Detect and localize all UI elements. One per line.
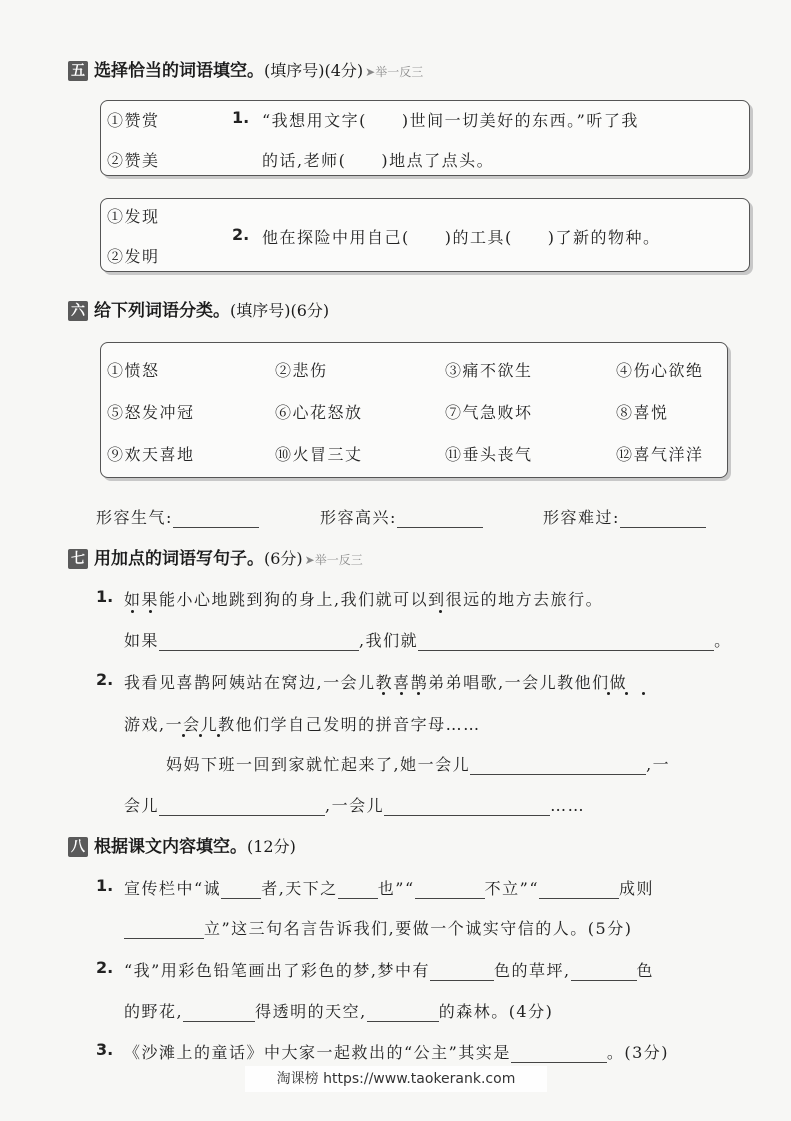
emphasis-dot (642, 692, 645, 695)
s7-q1-sentence: 如果能小心地跳到狗的身上,我们就可以到很远的地方去旅行。 (124, 590, 604, 609)
s7-q1-middle: ,我们就 (359, 631, 419, 650)
word-item: ③痛不欲生 (445, 361, 533, 380)
s8-q1-text-f: 立”这三句名言告诉我们,要做一个诚实守信的人。(5分) (204, 919, 633, 938)
s8-q2-text-a: “我”用彩色铅笔画出了彩色的梦,梦中有 (124, 961, 430, 980)
s5-q1-line2: 的话,老师( )地点了点头。 (262, 151, 495, 170)
s8-q1-blank-5[interactable] (124, 920, 204, 939)
section-6-number: 六 (68, 301, 88, 321)
section-6-title: 给下列词语分类。 (94, 301, 230, 321)
s8-q2-blank-2[interactable] (571, 962, 637, 981)
section-5-title: 选择恰当的词语填空。 (94, 61, 264, 81)
s7-q1-blank-1[interactable] (159, 632, 359, 651)
s7-q2-answer-line1 (166, 752, 670, 775)
s5-q1-option-2: ②赞美 (107, 151, 160, 170)
section-6-note: (填序号)(6分) (230, 301, 330, 320)
s5-q2-number: 2. (232, 225, 250, 244)
s8-q1-line2 (124, 916, 632, 939)
emphasis-dot (199, 734, 202, 737)
s8-q2-blank-1[interactable] (430, 962, 494, 981)
category-sad-blank[interactable] (620, 509, 706, 528)
emphasis-dot (417, 692, 420, 695)
s8-q3-text-b: 。(3分) (606, 1043, 670, 1062)
s7-q1-end: 。 (714, 631, 732, 650)
s5-q1-number: 1. (232, 108, 250, 127)
emphasis-dot (382, 692, 385, 695)
word-item: ⑨欢天喜地 (107, 445, 195, 464)
s8-q3-blank-1[interactable] (511, 1044, 607, 1063)
section-5-number: 五 (68, 61, 88, 81)
s8-q3-number: 3. (96, 1040, 114, 1059)
category-happy-label: 形容高兴: (320, 508, 397, 527)
s8-q2-line1 (124, 958, 654, 981)
s7-q2-middle: ,一会儿 (325, 796, 385, 815)
s5-q2-option-2: ②发明 (107, 247, 160, 266)
s8-q1-text-e: 成则 (619, 879, 655, 898)
s8-q1-number: 1. (96, 876, 114, 895)
emphasis-dot (607, 692, 610, 695)
word-item: ②悲伤 (275, 361, 328, 380)
emphasis-dot (439, 610, 442, 613)
s7-q2-ellipsis: …… (550, 796, 586, 815)
section-7-heading (68, 544, 363, 569)
s7-q2-number: 2. (96, 670, 114, 689)
category-happy (320, 505, 483, 528)
s8-q1-blank-3[interactable] (415, 880, 485, 899)
s8-q1-text-c: 也”“ (377, 879, 415, 898)
s8-q3-text-a: 《沙滩上的童话》中大家一起救出的“公主”其实是 (124, 1043, 511, 1062)
s7-q2-prompt: 妈妈下班一回到家就忙起来了,她一会儿 (166, 755, 471, 774)
category-happy-blank[interactable] (397, 509, 483, 528)
category-angry-label: 形容生气: (96, 508, 173, 527)
s8-q2-text-d: 的野花, (124, 1002, 184, 1021)
category-sad-label: 形容难过: (543, 508, 620, 527)
emphasis-dot (149, 610, 152, 613)
category-sad (543, 505, 706, 528)
s7-q1-number: 1. (96, 587, 114, 606)
s5-q1-line1: “我想用文字( )世间一切美好的东西。”听了我 (262, 111, 639, 130)
s8-q2-text-b: 色的草坪, (493, 961, 571, 980)
s7-q1-prefix: 如果 (124, 631, 160, 650)
word-item: ⑤怒发冲冠 (107, 403, 195, 422)
section-6-heading (68, 296, 329, 321)
s7-q2-comma: ,一 (646, 755, 671, 774)
section-7-title: 用加点的词语写句子。 (94, 549, 264, 569)
s8-q2-blank-4[interactable] (367, 1003, 439, 1022)
section-5-heading (68, 56, 423, 81)
s8-q1-text-b: 者,天下之 (261, 879, 338, 898)
emphasis-dot (217, 734, 220, 737)
s8-q2-number: 2. (96, 958, 114, 977)
word-item: ⑫喜气洋洋 (616, 445, 704, 464)
section-7-note: (6分) (264, 549, 303, 568)
s8-q1-text-a: 宣传栏中“诚 (124, 879, 222, 898)
s7-q2-blank-2[interactable] (159, 797, 325, 816)
word-item: ⑥心花怒放 (275, 403, 363, 422)
s7-q2-blank-1[interactable] (470, 756, 646, 775)
section-8-number: 八 (68, 837, 88, 857)
s8-q2-text-e: 得透明的天空, (255, 1002, 367, 1021)
s7-q2-prefix: 会儿 (124, 796, 160, 815)
section-7-tag: ➤举一反三 (304, 553, 363, 567)
s8-q3-line1 (124, 1040, 669, 1063)
word-item: ⑦气急败坏 (445, 403, 533, 422)
category-angry-blank[interactable] (173, 509, 259, 528)
s8-q1-blank-4[interactable] (539, 880, 619, 899)
emphasis-dot (131, 610, 134, 613)
s5-q1-option-1: ①赞赏 (107, 111, 160, 130)
section-5-note: (填序号)(4分) (264, 61, 364, 80)
section-8-heading (68, 832, 296, 857)
word-item: ⑧喜悦 (616, 403, 669, 422)
s7-q1-answer-line (124, 628, 732, 651)
s8-q1-line1 (124, 876, 654, 899)
s7-q2-line2: 游戏,一会儿教他们学自己发明的拼音字母…… (124, 715, 481, 734)
emphasis-dot (400, 692, 403, 695)
s5-q2-option-1: ①发现 (107, 207, 160, 226)
category-angry (96, 505, 259, 528)
word-item: ④伤心欲绝 (616, 361, 704, 380)
s7-q2-line1: 我看见喜鹊阿姨站在窝边,一会儿教喜鹊弟弟唱歌,一会儿教他们做 (124, 673, 628, 692)
s8-q1-blank-1[interactable] (221, 880, 261, 899)
s8-q2-blank-3[interactable] (183, 1003, 255, 1022)
emphasis-dot (182, 734, 185, 737)
s8-q2-text-f: 的森林。(4分) (438, 1002, 554, 1021)
s5-q2-line1: 他在探险中用自己( )的工具( )了新的物种。 (262, 228, 661, 247)
section-8-title: 根据课文内容填空。 (94, 837, 247, 857)
word-item: ⑩火冒三丈 (275, 445, 363, 464)
section-5-tag: ➤举一反三 (365, 65, 424, 79)
s8-q2-text-c: 色 (636, 961, 655, 980)
s8-q2-line2 (124, 999, 553, 1022)
section-7-number: 七 (68, 549, 88, 569)
s7-q2-answer-line2 (124, 793, 585, 816)
watermark: 淘课榜 https://www.taokerank.com (245, 1066, 547, 1092)
word-item: ⑪垂头丧气 (445, 445, 533, 464)
word-item: ①愤怒 (107, 361, 160, 380)
section-8-note: (12分) (247, 837, 296, 856)
s8-q1-blank-2[interactable] (338, 880, 378, 899)
s7-q2-blank-3[interactable] (384, 797, 550, 816)
s8-q1-text-d: 不立”“ (484, 879, 540, 898)
s7-q1-blank-2[interactable] (418, 632, 714, 651)
emphasis-dot (625, 692, 628, 695)
